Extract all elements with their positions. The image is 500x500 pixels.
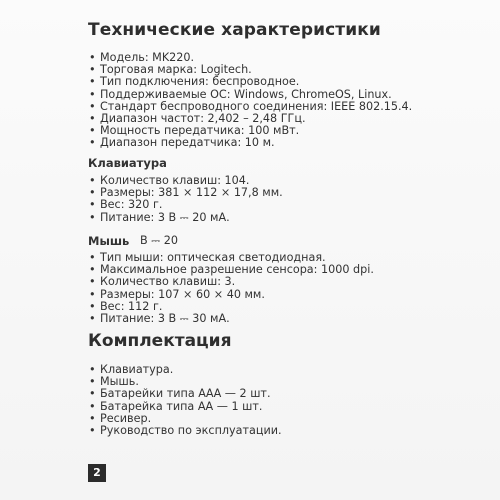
- package-list: [88, 364, 282, 437]
- keyboard-spec-item: • Количество клавиш: 104.: [88, 175, 283, 187]
- spec-item: • Мощность передатчика: 100 мВт.: [88, 125, 412, 137]
- keyboard-spec-item: • Размеры: 381 × 112 × 17,8 мм.: [88, 187, 283, 199]
- page-title: Технические характеристики: [88, 20, 381, 40]
- keyboard-spec-item: • Питание: 3 В ⎓ 20 мА.: [88, 212, 283, 224]
- keyboard-heading: Клавиатура: [88, 156, 167, 170]
- page-number: 2: [88, 464, 106, 482]
- spec-item: • Стандарт беспроводного соединения: IEEE 802.15.4.: [88, 101, 412, 113]
- spec-item: • Торговая марка: Logitech.: [88, 64, 412, 76]
- mouse-spec-item: • Питание: 3 В ⎓ 30 мА.: [88, 313, 374, 325]
- package-item: • Клавиатура.: [88, 364, 282, 376]
- package-item: • Мышь.: [88, 376, 282, 388]
- package-title: Комплектация: [88, 331, 232, 351]
- spec-item: • Поддерживаемые ОС: Windows, ChromeOS, Linux.: [88, 89, 412, 101]
- mouse-spec-item: • Вес: 112 г.: [88, 301, 374, 313]
- mouse-heading-stray-text: В ⎓ 20: [140, 234, 178, 247]
- spec-item: • Диапазон передатчика: 10 м.: [88, 137, 412, 149]
- mouse-spec-item: • Размеры: 107 × 60 × 40 мм.: [88, 289, 374, 301]
- spec-item: • Модель: MK220.: [88, 52, 412, 64]
- mouse-heading: Мышь: [88, 234, 130, 248]
- mouse-spec-item: • Количество клавиш: 3.: [88, 276, 374, 288]
- mouse-spec-item: • Тип мыши: оптическая светодиодная.: [88, 252, 374, 264]
- keyboard-spec-item: • Вес: 320 г.: [88, 199, 283, 211]
- spec-item: • Тип подключения: беспроводное.: [88, 76, 412, 88]
- keyboard-specs-list: [88, 175, 283, 224]
- mouse-spec-item: • Максимальное разрешение сенсора: 1000 dpi.: [88, 264, 374, 276]
- mouse-specs-list: [88, 252, 374, 325]
- package-item: • Батарейка типа АА — 1 шт.: [88, 401, 282, 413]
- spec-item: • Диапазон частот: 2,402 – 2,48 ГГц.: [88, 113, 412, 125]
- package-item: • Руководство по эксплуатации.: [88, 425, 282, 437]
- specs-list: [88, 52, 412, 150]
- package-item: • Ресивер.: [88, 413, 282, 425]
- package-item: • Батарейки типа ААА — 2 шт.: [88, 388, 282, 400]
